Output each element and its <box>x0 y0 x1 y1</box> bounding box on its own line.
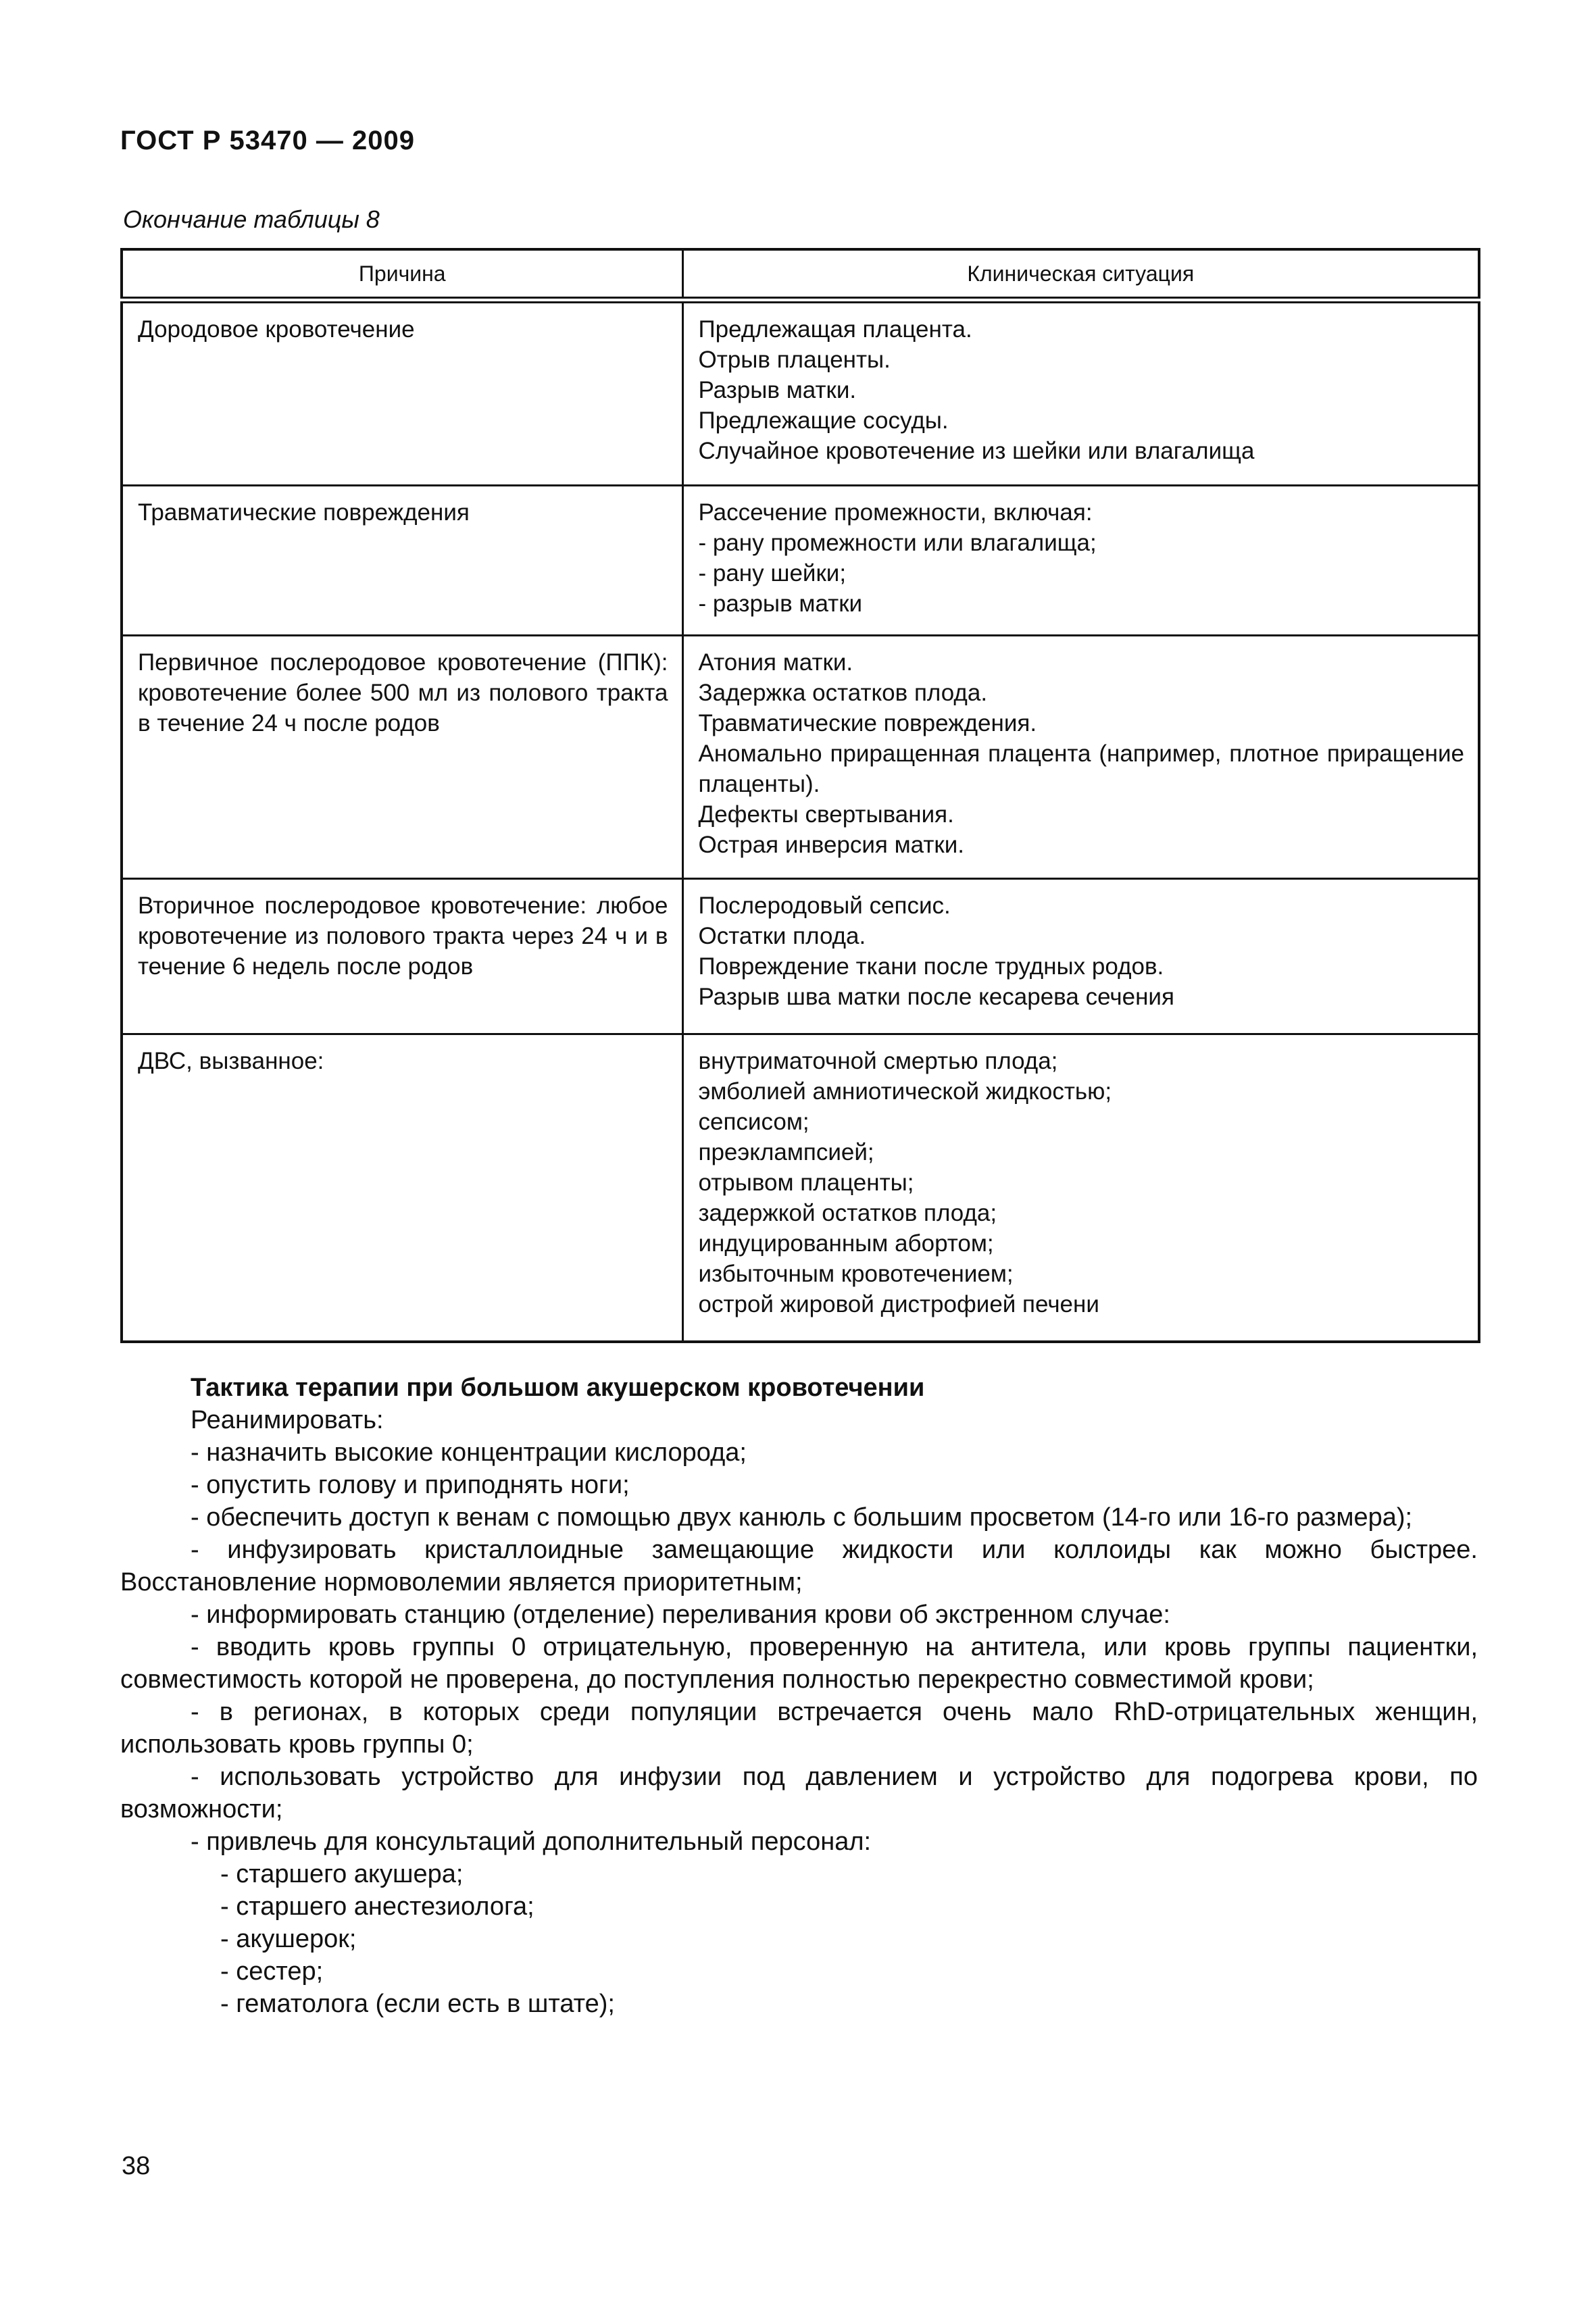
situation-item: Послеродовый сепсис. <box>698 892 951 919</box>
column-header-cause: Причина <box>122 249 682 300</box>
list-item: - вводить кровь группы 0 отрицательную, проверенную на антитела, или кровь группы пациентки, совместимость которой не проверена, до поступления полностью перекрестно совместимой крови; <box>120 1633 1478 1694</box>
situation-item: Дефекты свертывания. <box>698 801 954 828</box>
list-item: - назначить высокие концентрации кислорода; <box>191 1438 747 1467</box>
situation-item: отрывом плаценты; <box>698 1169 914 1196</box>
cause-cell: ДВС, вызванное: <box>122 1034 682 1342</box>
section-title: Тактика терапии при большом акушерском кровотечении <box>191 1374 925 1402</box>
table-row <box>122 485 1479 635</box>
staff-item: - акушерок; <box>220 1925 357 1953</box>
situation-item: избыточным кровотечением; <box>698 1260 1014 1287</box>
situation-item: Рассечение промежности, включая: <box>698 499 1093 526</box>
causes-table <box>120 248 1480 1343</box>
table-header-row <box>122 249 1479 300</box>
section-intro: Реанимировать: <box>191 1406 384 1434</box>
situation-item: - разрыв матки <box>698 590 863 617</box>
situation-cell <box>682 878 1479 1034</box>
situation-item: Атония матки. <box>698 649 853 676</box>
situation-item: Острая инверсия матки. <box>698 831 964 858</box>
situation-item: Аномально приращенная плацента (например, плотное приращение плаценты). <box>698 740 1464 797</box>
situation-item: Отрыв плаценты. <box>698 347 891 373</box>
situation-item: сепсисом; <box>698 1108 809 1135</box>
situation-item: - рану промежности или влагалища; <box>698 529 1097 556</box>
situation-item: Случайное кровотечение из шейки или влагалища <box>698 438 1255 464</box>
situation-cell <box>682 635 1479 878</box>
situation-item: Разрыв матки. <box>698 377 857 403</box>
document-code-header: ГОСТ Р 53470 — 2009 <box>120 126 415 155</box>
staff-item: - старшего анестезиолога; <box>220 1892 534 1921</box>
list-item: - использовать устройство для инфузии под давлением и устройство для подогрева крови, по возможности; <box>120 1763 1478 1823</box>
staff-item: - старшего акушера; <box>220 1860 464 1888</box>
situation-item: Предлежащая плацента. <box>698 316 972 343</box>
situation-item: задержкой остатков плода; <box>698 1199 997 1226</box>
situation-item: Предлежащие сосуды. <box>698 407 949 434</box>
page-number: 38 <box>122 2152 151 2180</box>
column-header-situation: Клиническая ситуация <box>682 249 1479 300</box>
list-item: - обеспечить доступ к венам с помощью двух канюль с большим просветом (14-го или 16-го размера); <box>191 1503 1413 1532</box>
list-item: - в регионах, в которых среди популяции встречается очень мало RhD-отрицательных женщин, использовать кровь группы 0; <box>120 1698 1478 1759</box>
situation-item: Повреждение ткани после трудных родов. <box>698 953 1164 980</box>
list-item: - информировать станцию (отделение) переливания крови об экстренном случае: <box>191 1601 1170 1629</box>
situation-item: эмболией амниотической жидкостью; <box>698 1078 1112 1105</box>
situation-item: Разрыв шва матки после кесарева сечения <box>698 983 1174 1010</box>
staff-item: - сестер; <box>220 1957 324 1986</box>
situation-item: преэклампсией; <box>698 1138 874 1165</box>
table-caption: Окончание таблицы 8 <box>123 205 380 233</box>
situation-item: - рану шейки; <box>698 559 847 586</box>
situation-item: Травматические повреждения. <box>698 709 1037 736</box>
cause-cell: Вторичное послеродовое кровотечение: любое кровотечение из полового тракта через 24 ч и в течение 6 недель после родов <box>122 878 682 1034</box>
cause-cell: Травматические повреждения <box>122 485 682 635</box>
situation-item: Остатки плода. <box>698 922 866 949</box>
cause-cell: Дородовое кровотечение <box>122 300 682 485</box>
table-row <box>122 635 1479 878</box>
situation-item: внутриматочной смертью плода; <box>698 1047 1058 1074</box>
situation-cell <box>682 1034 1479 1342</box>
list-item: - привлечь для консультаций дополнительный персонал: <box>191 1828 872 1856</box>
therapy-section <box>120 1372 1478 2020</box>
situation-cell <box>682 485 1479 635</box>
situation-cell <box>682 300 1479 485</box>
situation-item: острой жировой дистрофией печени <box>698 1290 1099 1317</box>
staff-item: - гематолога (если есть в штате); <box>220 1990 615 2018</box>
table-row <box>122 1034 1479 1342</box>
list-item: - опустить голову и приподнять ноги; <box>191 1471 630 1499</box>
table-row <box>122 878 1479 1034</box>
table-row <box>122 300 1479 485</box>
cause-cell: Первичное послеродовое кровотечение (ППК): кровотечение более 500 мл из полового тракта в течение 24 ч после родов <box>122 635 682 878</box>
situation-item: индуцированным абортом; <box>698 1230 994 1257</box>
situation-item: Задержка остатков плода. <box>698 679 988 706</box>
list-item: - инфузировать кристаллоидные замещающие жидкости или коллоиды как можно быстрее. Восстановление нормоволемии является приоритетным; <box>120 1536 1478 1596</box>
